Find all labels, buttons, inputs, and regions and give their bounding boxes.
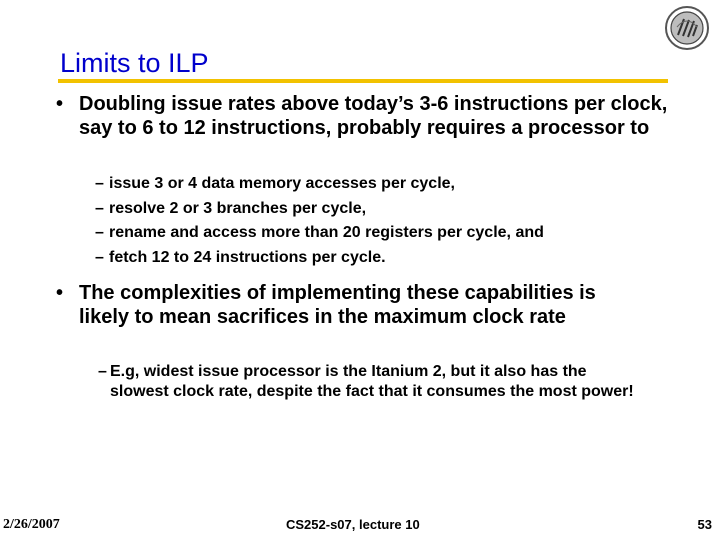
title-underline [58, 79, 668, 83]
bullet-1-sublist [95, 172, 662, 270]
list-item: – rename and access more than 20 registers per cycle, and [95, 224, 544, 241]
bullet-2 [56, 281, 616, 329]
university-seal-icon [664, 5, 710, 51]
bullet-2-subitem [98, 362, 638, 401]
bullet-2-subitem-text: E.g, widest issue processor is the Itanium 2, but it also has the slowest clock rate, despite the fact that it consumes the most power! [110, 363, 634, 400]
footer-date: 2/26/2007 [3, 517, 60, 532]
bullet-1-text: Doubling issue rates above today’s 3-6 instructions per clock, say to 6 to 12 instructions, probably requires a processor to [79, 93, 668, 139]
bullet-glyph: • [56, 282, 64, 304]
bullet-1 [56, 92, 676, 140]
list-item: – resolve 2 or 3 branches per cycle, [95, 199, 367, 217]
slide-title: Limits to ILP [60, 48, 209, 78]
list-item: – fetch 12 to 24 instructions per cycle. [95, 248, 386, 266]
bullet-2-text: The complexities of implementing these capabilities is likely to mean sacrifices in the maximum clock rate [79, 282, 596, 328]
dash-glyph: – [98, 363, 107, 380]
bullet-glyph: • [56, 93, 64, 115]
footer-course: CS252-s07, lecture 10 [286, 517, 420, 532]
list-item: – issue 3 or 4 data memory accesses per cycle, [95, 175, 455, 192]
footer-page-number: 53 [697, 517, 712, 532]
